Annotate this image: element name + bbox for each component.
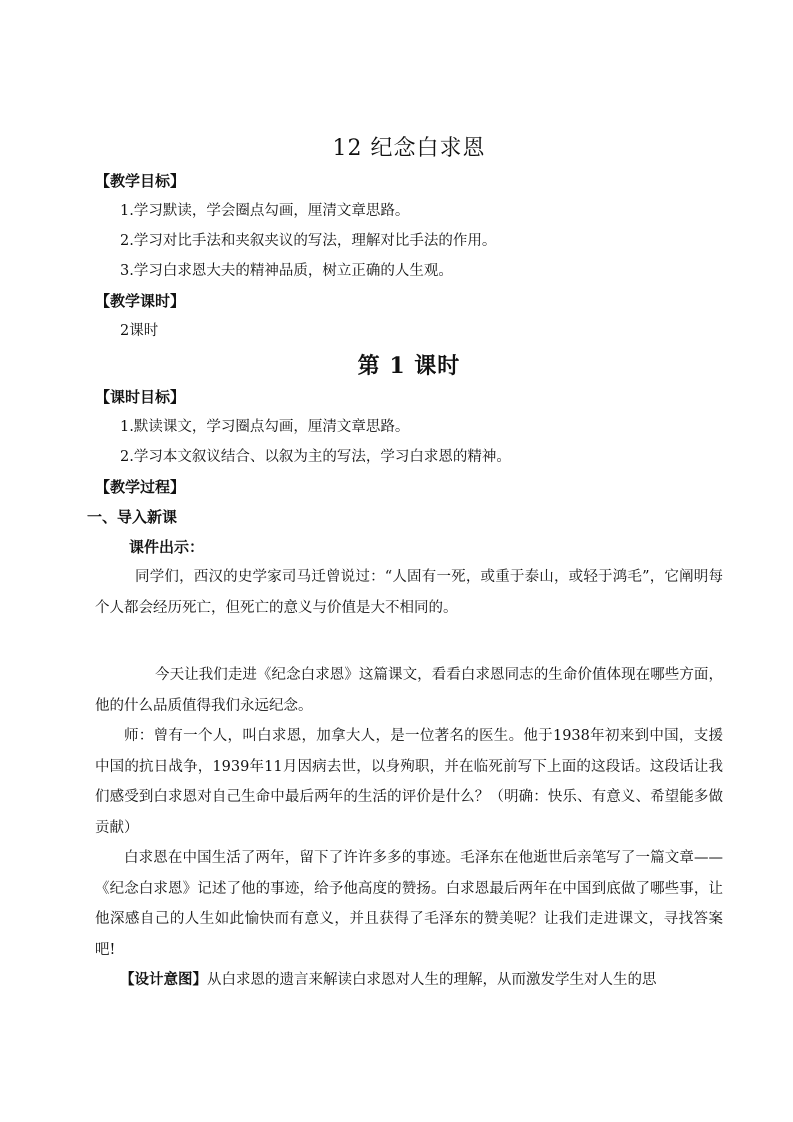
lesson-goal-item: 2.学习本文叙议结合、以叙为主的写法，学习白求恩的精神。 [120,449,511,465]
lesson-goals-heading: 【课时目标】 [95,388,186,406]
design-intent-text: 从白求恩的遗言来解读白求恩对人生的理解，从而激发学生对人生的思 [207,972,657,988]
design-intent-label: 【设计意图】 [120,971,207,988]
teaching-goal-item: 3.学习白求恩大夫的精神品质，树立正确的人生观。 [120,263,453,279]
class-hours-value: 2课时 [120,323,159,339]
design-intent-paragraph [95,965,723,996]
courseware-label: 课件出示： [129,538,205,556]
teacher-paragraph: 师：曾有一个人，叫白求恩，加拿大人，是一位著名的医生。他于1938年初来到中国，支援中国的抗日战争，1939年11月因病去世，以身殉职，并在临死前写下上面的这段话。这段话让我们感受到白求恩对自己生命中最后两年的生活的评价是什么？（明确：快乐、有意义、希望能多做贡献） [95,728,723,836]
intro-paragraph: 今天让我们走进《纪念白求恩》这篇课文，看看白求恩同志的生命价值体现在哪些方面，他的什么品质值得我们永远纪念。 [95,667,723,714]
teaching-goals-heading: 【教学目标】 [95,172,186,190]
teaching-goal-item: 2.学习对比手法和夹叙夹议的写法，理解对比手法的作用。 [120,233,497,249]
teaching-process-heading: 【教学过程】 [95,478,186,496]
lesson-title: 第 1 课时 [357,353,461,379]
story-paragraph: 白求恩在中国生活了两年，留下了许许多多的事迹。毛泽东在他逝世后亲笔写了一篇文章——《纪念白求恩》记述了他的事迹，给予他高度的赞扬。白求恩最后两年在中国到底做了哪些事，让他深感自己的人生如此愉快而有意义，并且获得了毛泽东的赞美呢？让我们走进课文，寻找答案吧! [95,850,723,958]
document-title: 12 纪念白求恩 [332,136,486,161]
teaching-goal-item: 1.学习默读，学会圈点勾画，厘清文章思路。 [120,203,410,219]
lesson-goal-item: 1.默读课文，学习圈点勾画，厘清文章思路。 [120,419,410,435]
quote-paragraph: 同学们，西汉的史学家司马迁曾说过：“人固有一死，或重于泰山，或轻于鸿毛”，它阐明每个人都会经历死亡，但死亡的意义与价值是大不相同的。 [95,569,723,616]
class-hours-heading: 【教学课时】 [95,292,186,310]
step-heading: 一、导入新课 [87,508,178,526]
spacer [95,623,723,660]
